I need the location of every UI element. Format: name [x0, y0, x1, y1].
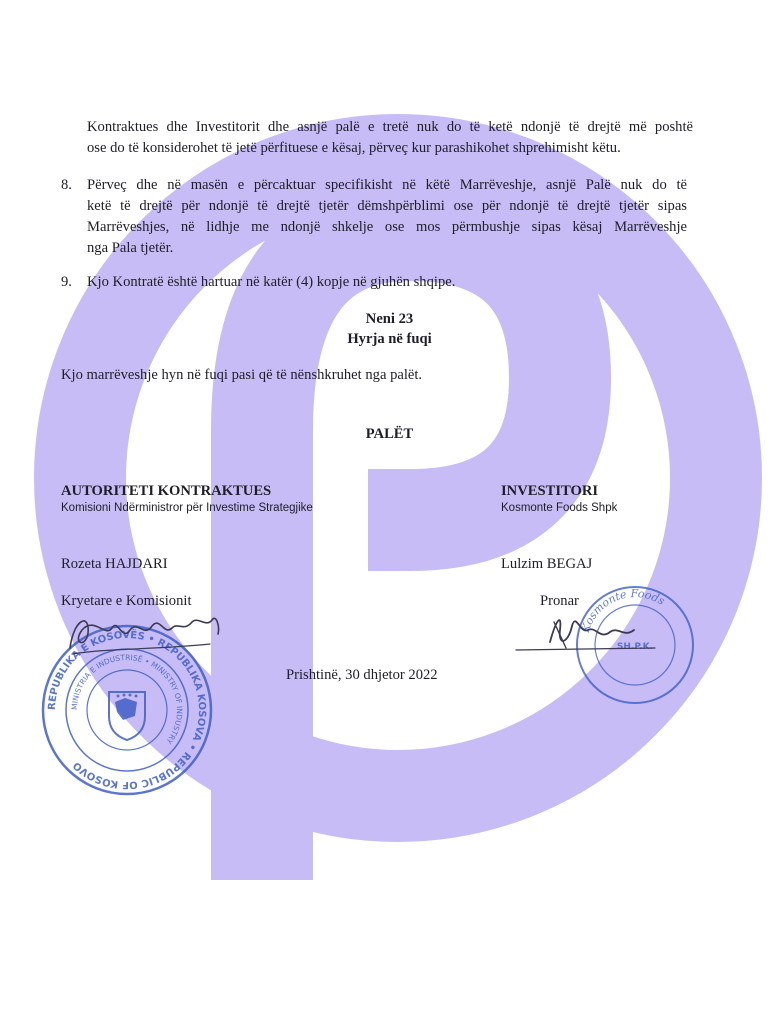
right-stamp-inner-text: SH.P.K. — [616, 642, 654, 652]
right-party-title: INVESTITORI — [501, 483, 599, 499]
right-party-subtitle: Kosmonte Foods Shpk — [501, 502, 618, 514]
continuation-line-1: Kontraktues dhe Investitorit dhe asnjë palë e tretë nuk do të ketë ndonjë të drejtë më poshtë — [87, 119, 693, 135]
left-party-subtitle: Komisioni Ndërministror për Investime Strategjike — [61, 502, 313, 514]
left-party-title: AUTORITETI KONTRAKTUES — [61, 483, 272, 499]
right-party-role: Pronar — [540, 593, 579, 609]
item-9-text: Kjo Kontratë është hartuar në katër (4) kopje në gjuhën shqipe. — [87, 274, 456, 290]
item-8-line-1: Përveç dhe në masën e përcaktuar specifikisht në këtë Marrëveshje, asnjë Palë nuk do të — [87, 177, 687, 193]
parties-heading: PALËT — [365, 426, 414, 442]
left-stamp-outer-text: REPUBLIKA E KOSOVËS • REPUBLIKA KOSOVA • REPUBLIC OF KOSOVO — [46, 629, 208, 791]
right-party-name: Lulzim BEGAJ — [501, 556, 593, 572]
left-party-role: Kryetare e Komisionit — [61, 593, 192, 609]
left-stamp-inner-text: MINISTRIA E INDUSTRISË • MINISTRY OF INDUSTRY — [69, 652, 185, 746]
item-9-number: 9. — [61, 274, 72, 290]
right-stamp-outer-text: Kosmonte Foods — [578, 586, 668, 635]
right-signature — [510, 600, 660, 660]
place-date: Prishtinë, 30 dhjetor 2022 — [286, 667, 438, 683]
left-party-name: Rozeta HAJDARI — [61, 556, 168, 572]
article-title: Hyrja në fuqi — [347, 331, 432, 347]
item-8-line-4: nga Pala tjetër. — [87, 240, 174, 256]
article-number: Neni 23 — [365, 311, 414, 327]
item-8-line-2: ketë të drejtë për ndonjë të drejtë tjetër dëmshpërblimi ose për ndonjë të drejtë tjetër sipas — [87, 198, 687, 214]
coat-of-arms-icon — [109, 692, 145, 740]
continuation-line-2: ose do të konsiderohet të jetë përfituese e kësaj, përveç kur parashikohet shprehimisht këtu. — [87, 140, 621, 156]
article-body: Kjo marrëveshje hyn në fuqi pasi që të nënshkruhet nga palët. — [61, 367, 423, 383]
item-8-line-3: Marrëveshjes, në lidhje me ndonjë shkelje ose mos përmbushje sipas kësaj Marrëveshje — [87, 219, 687, 235]
left-signature — [60, 608, 230, 663]
item-8-number: 8. — [61, 177, 72, 193]
